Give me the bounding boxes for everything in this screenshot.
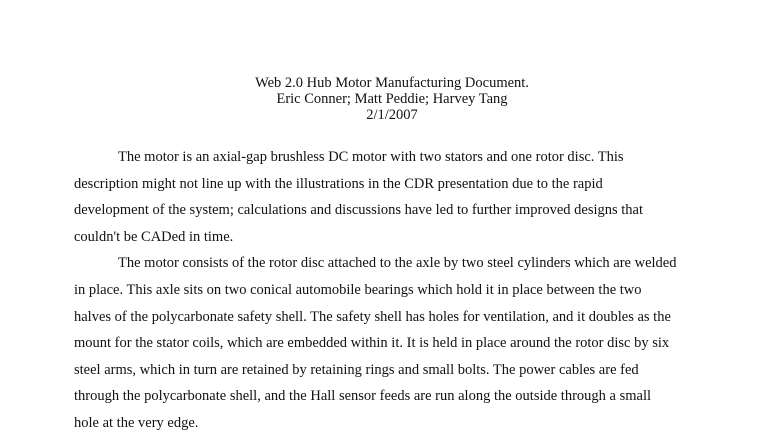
paragraph-1-line: development of the system; calculations and discussions have led to further improved designs that bbox=[74, 202, 643, 219]
paragraph-2-line: halves of the polycarbonate safety shell. The safety shell has holes for ventilation, and it doubles as the bbox=[74, 308, 671, 325]
paragraph-2-line: through the polycarbonate shell, and the Hall sensor feeds are run along the outside through a small bbox=[74, 388, 652, 405]
paragraph-2-line: hole at the very edge. bbox=[74, 414, 199, 431]
document-body bbox=[74, 144, 722, 437]
document-title: Web 2.0 Hub Motor Manufacturing Document. bbox=[255, 75, 529, 91]
paragraph-1-line: The motor is an axial-gap brushless DC motor with two stators and one rotor disc. This bbox=[118, 149, 624, 165]
paragraph-2-line: The motor consists of the rotor disc attached to the axle by two steel cylinders which are welded bbox=[118, 255, 677, 272]
paragraph-1-line: description might not line up with the illustrations in the CDR presentation due to the rapid bbox=[74, 175, 603, 192]
paragraph-2-line: mount for the stator coils, which are embedded within it. It is held in place around the rotor disc by six bbox=[74, 335, 670, 352]
paragraph-2-line: steel arms, which in turn are retained by retaining rings and small bolts. The power cables are fed bbox=[74, 361, 639, 378]
document-header bbox=[0, 75, 784, 123]
document-authors: Eric Conner; Matt Peddie; Harvey Tang bbox=[276, 91, 508, 107]
document-date: 2/1/2007 bbox=[366, 107, 418, 123]
paragraph-2-line: in place. This axle sits on two conical automobile bearings which hold it in place between the two bbox=[74, 281, 642, 298]
paragraph-1-line: couldn't be CADed in time. bbox=[74, 228, 234, 245]
